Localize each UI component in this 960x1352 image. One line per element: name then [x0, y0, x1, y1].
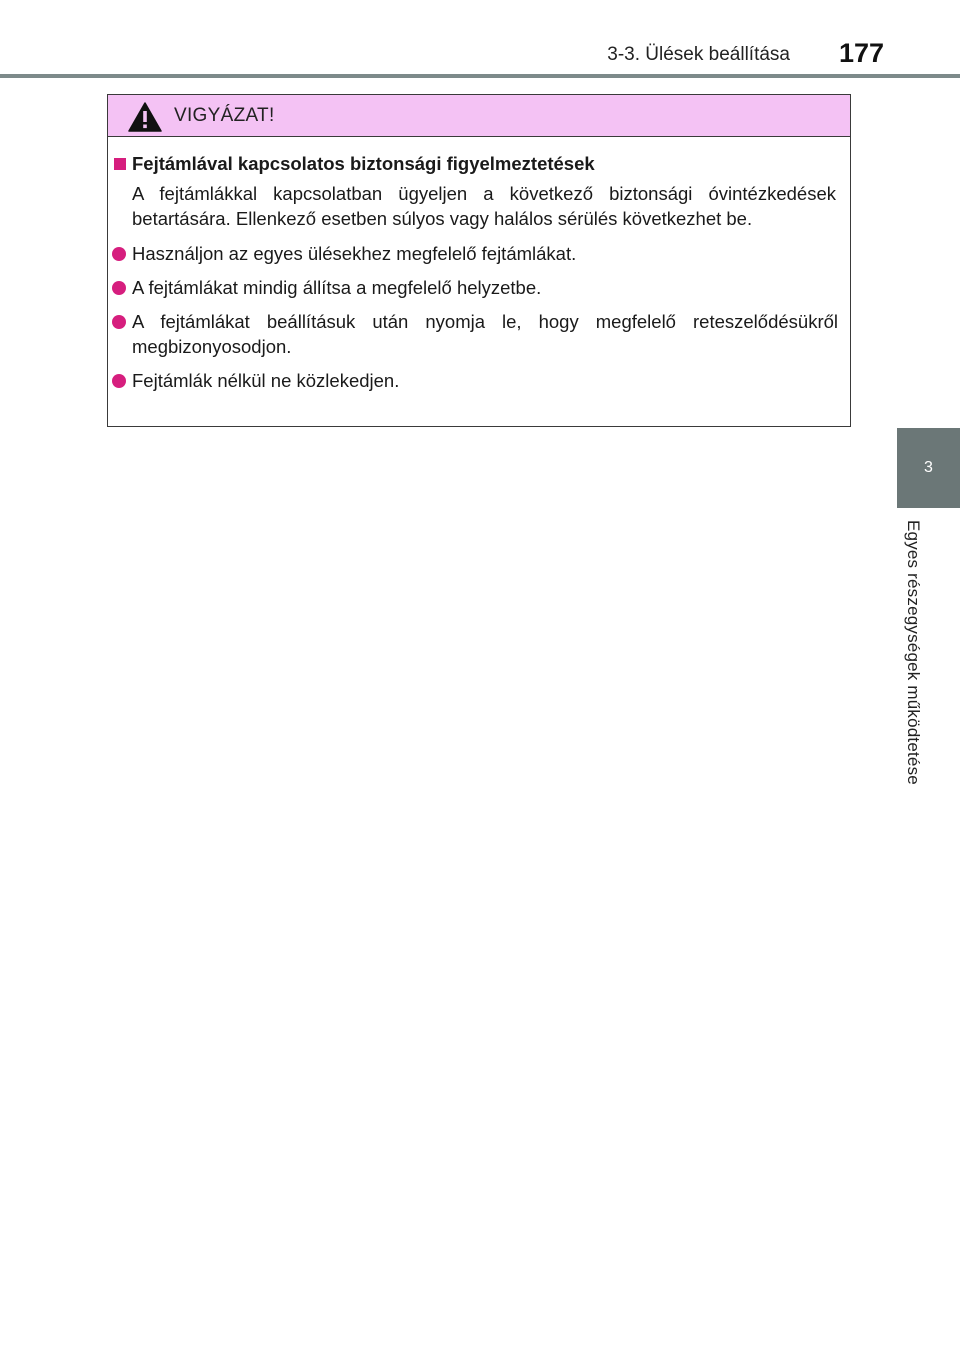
- section-heading: [114, 153, 838, 175]
- warning-header: [108, 95, 850, 137]
- warning-box: [107, 94, 851, 427]
- list-item-text: A fejtámlákat beállításuk után nyomja le, hogy megfelelő reteszelődésükről megbizonyosodjon.: [132, 311, 838, 357]
- warning-triangle-icon: [128, 102, 162, 132]
- header-rule: [0, 74, 960, 78]
- square-bullet-icon: [114, 158, 126, 170]
- list-item: [112, 241, 838, 266]
- list-item: [112, 275, 838, 300]
- section-title: 3-3. Ülések beállítása: [607, 44, 790, 65]
- list-item-text: Használjon az egyes ülésekhez megfelelő fejtámlákat.: [132, 243, 577, 264]
- list-item-text: A fejtámlákat mindig állítsa a megfelelő helyzetbe.: [132, 277, 542, 298]
- section-heading-text: Fejtámlával kapcsolatos biztonsági figyelmeztetések: [132, 153, 595, 174]
- precaution-list: [132, 241, 838, 393]
- list-item: [112, 309, 838, 359]
- bullet-dot-icon: [112, 374, 126, 388]
- chapter-label: Egyes részegységek működtetése: [904, 520, 923, 785]
- bullet-dot-icon: [112, 247, 126, 261]
- list-item-text: Fejtámlák nélkül ne közlekedjen.: [132, 370, 400, 391]
- page-number: 177: [838, 38, 884, 68]
- chapter-number: 3: [924, 459, 933, 476]
- chapter-tab: [897, 428, 960, 508]
- warning-body: [108, 137, 850, 393]
- warning-title: VIGYÁZAT!: [174, 104, 275, 126]
- intro-paragraph: A fejtámlákkal kapcsolatban ügyeljen a következő biztonsági óvintézkedések betartására. Ellenkező esetben súlyos vagy halálos sérülés következhet be.: [132, 183, 836, 229]
- bullet-dot-icon: [112, 315, 126, 329]
- list-item: [112, 368, 838, 393]
- bullet-dot-icon: [112, 281, 126, 295]
